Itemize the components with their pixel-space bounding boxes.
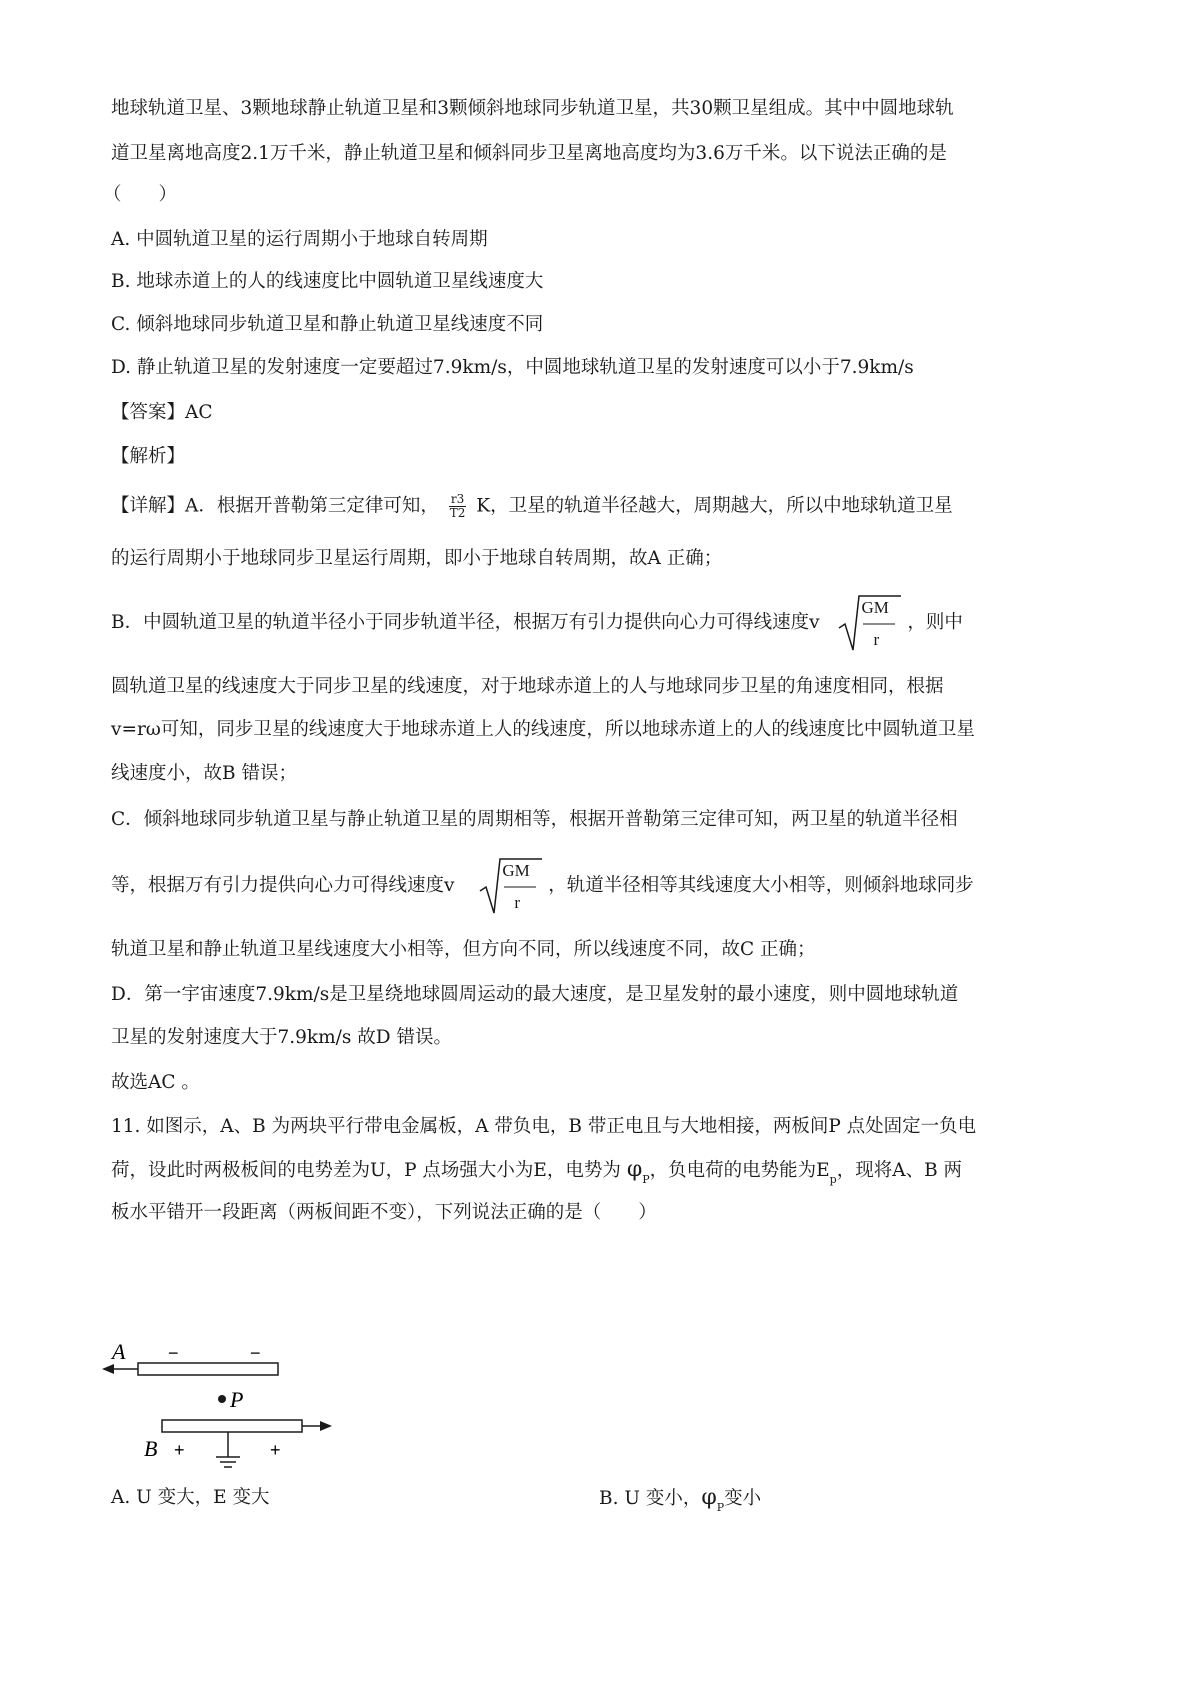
intro-line-3: （ ） (103, 184, 178, 205)
fraction-numerator: r3 (450, 492, 465, 506)
explain-d-line-2: 卫星的发射速度大于7.9km/s 故D 错误。 (111, 1027, 452, 1048)
q11-line-3: 板水平错开一段距离（两板间距不变），下列说法正确的是（ ） (111, 1202, 657, 1223)
plus-sign-2: + (270, 1440, 281, 1460)
explain-a-text-pre: 【详解】A．根据开普勒第三定律可知， (111, 495, 439, 517)
option-d: D. 静止轨道卫星的发射速度一定要超过7.9km/s，中圆地球轨道卫星的发射速度可以小于7.9km/s (111, 357, 914, 378)
q11-option-b (599, 1486, 761, 1513)
analysis-heading: 【解析】 (111, 446, 186, 467)
explain-a-text-post: K，卫星的轨道半径越大，周期越大，所以中地球轨道卫星 (476, 495, 953, 517)
explain-b-line-3: v=rω可知，同步卫星的线速度大于地球赤道上人的线速度，所以地球赤道上的人的线速度比中圆轨道卫星 (111, 719, 975, 740)
explain-d-line-1: D．第一宇宙速度7.9km/s是卫星绕地球圆周运动的最大速度，是卫星发射的最小速度，则中圆地球轨道 (111, 984, 959, 1005)
capacitor-diagram (100, 1335, 360, 1475)
plate-a (138, 1363, 278, 1375)
explain-b-line-1 (111, 592, 963, 654)
minus-sign-2: − (250, 1343, 261, 1363)
conclusion: 故选AC 。 (111, 1072, 200, 1093)
explain-b-line-2: 圆轨道卫星的线速度大于同步卫星的线速度，对于地球赤道上的人与地球同步卫星的角速度相同，根据 (111, 676, 944, 697)
option-a: A. 中圆轨道卫星的运行周期小于地球自转周期 (111, 229, 488, 250)
sqrt-formula-b (825, 592, 901, 654)
explain-a-line-1 (111, 493, 953, 520)
answer: 【答案】AC (111, 402, 213, 423)
minus-sign-1: − (168, 1343, 179, 1363)
label-b: B (144, 1436, 158, 1461)
ground-icon (216, 1457, 240, 1467)
fraction-denominator: T2 (449, 506, 466, 520)
plate-b (162, 1420, 302, 1432)
explain-a-line-2: 的运行周期小于地球同步卫星运行周期，即小于地球自转周期，故A 正确； (111, 548, 723, 569)
right-arrow-icon (320, 1421, 332, 1431)
phi-subscript: P (716, 1501, 725, 1514)
intro-line-2: 道卫星离地高度2.1万千米，静止轨道卫星和倾斜同步卫星离地高度均为3.6万千米。以下说法正确的是 (111, 143, 947, 164)
phi-subscript: P (642, 1173, 650, 1186)
intro-line-1: 地球轨道卫星、3颗地球静止轨道卫星和3颗倾斜地球同步轨道卫星，共30颗卫星组成。其中中圆地球轨 (111, 98, 954, 119)
phi-symbol: φ (701, 1485, 717, 1510)
option-c: C. 倾斜地球同步轨道卫星和静止轨道卫星线速度不同 (111, 314, 544, 335)
q11-option-b-pre: B. U 变小， (599, 1488, 702, 1509)
q11-text-b: ，负电荷的电势能为E (649, 1160, 830, 1181)
explain-b-line-4: 线速度小，故B 错误； (111, 763, 297, 784)
sqrt-denominator: r (873, 630, 880, 649)
q11-text-c: ，现将A、B 两 (836, 1160, 963, 1181)
capacitor-figure (100, 1335, 360, 1480)
q11-line-1: 11. 如图示，A、B 为两块平行带电金属板，A 带负电，B 带正电且与大地相接，两板间P 点处固定一负电 (111, 1116, 977, 1137)
left-arrow-icon (102, 1364, 114, 1374)
q11-option-b-post: 变小 (724, 1488, 762, 1509)
explain-b-text-pre: B．中圆轨道卫星的轨道半径小于同步轨道半径，根据万有引力提供向心力可得线速度v (111, 612, 820, 633)
sqrt-formula-c (466, 855, 542, 917)
q11-text-a: 荷，设此时两极板间的电势差为U，P 点场强大小为E，电势为 (111, 1160, 621, 1181)
phi-symbol: φ (626, 1157, 643, 1182)
explain-c-text-post: ，轨道半径相等其线速度大小相等，则倾斜地球同步 (548, 875, 974, 896)
plus-sign-1: + (174, 1440, 185, 1460)
explain-c-line-2 (111, 855, 974, 917)
kepler-fraction (449, 493, 466, 520)
point-p (218, 1395, 226, 1403)
explain-c-line-1: C．倾斜地球同步轨道卫星与静止轨道卫星的周期相等，根据开普勒第三定律可知，两卫星的轨道半径相 (111, 809, 958, 830)
explain-b-text-post: ，则中 (907, 612, 963, 633)
sqrt-denominator: r (514, 893, 521, 912)
explain-c-line-3: 轨道卫星和静止轨道卫星线速度大小相等，但方向不同，所以线速度不同，故C 正确； (111, 939, 816, 960)
explain-c-text-pre: 等，根据万有引力提供向心力可得线速度v (111, 875, 455, 896)
q11-option-a: A. U 变大，E 变大 (111, 1487, 270, 1508)
q11-line-2 (111, 1158, 962, 1185)
sqrt-numerator: GM (502, 861, 530, 880)
option-b: B. 地球赤道上的人的线速度比中圆轨道卫星线速度大 (111, 271, 544, 292)
sqrt-numerator: GM (861, 598, 889, 617)
ep-subscript: p (829, 1173, 837, 1186)
label-p: P (230, 1387, 244, 1412)
label-a: A (112, 1339, 126, 1364)
